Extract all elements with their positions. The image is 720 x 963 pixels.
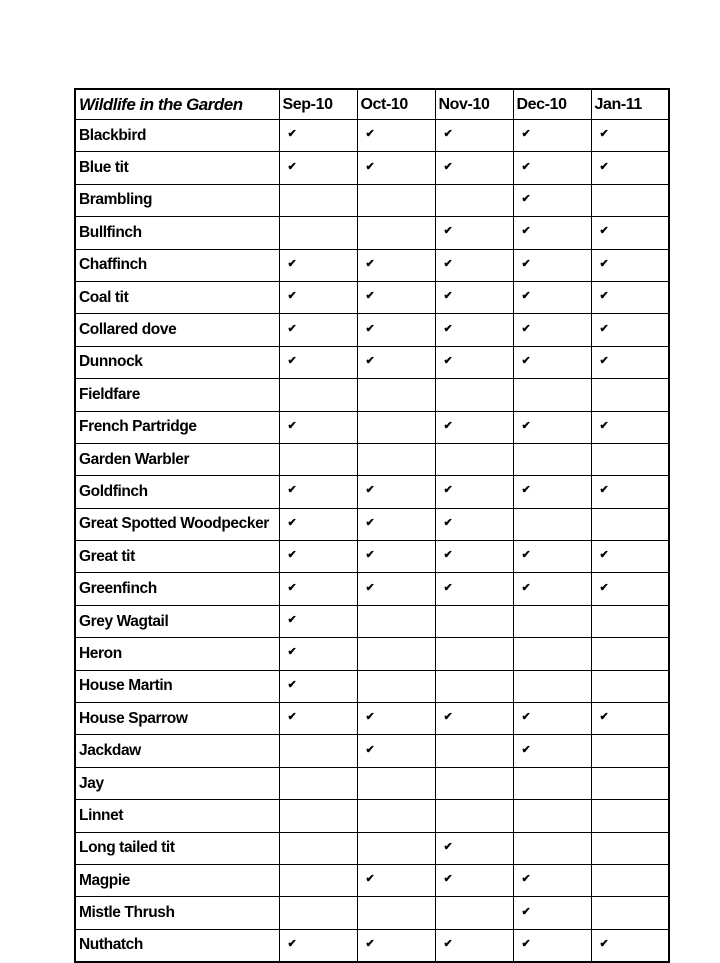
table-row xyxy=(75,476,669,508)
month-header: Dec-10 xyxy=(513,89,591,120)
check-icon: ✔ xyxy=(591,281,669,313)
species-name: Great tit xyxy=(75,541,279,573)
species-name: Linnet xyxy=(75,800,279,832)
check-icon: ✔ xyxy=(435,541,513,573)
check-icon: ✔ xyxy=(357,120,435,152)
empty-cell xyxy=(435,443,513,475)
empty-cell xyxy=(357,638,435,670)
species-name: Nuthatch xyxy=(75,929,279,962)
empty-cell xyxy=(513,670,591,702)
check-icon: ✔ xyxy=(279,638,357,670)
empty-cell xyxy=(279,217,357,249)
empty-cell xyxy=(279,897,357,929)
table-row xyxy=(75,638,669,670)
empty-cell xyxy=(513,767,591,799)
empty-cell xyxy=(435,184,513,216)
empty-cell xyxy=(513,379,591,411)
species-name: Grey Wagtail xyxy=(75,605,279,637)
empty-cell xyxy=(591,638,669,670)
check-icon: ✔ xyxy=(435,929,513,962)
table-row xyxy=(75,379,669,411)
table-row xyxy=(75,152,669,184)
empty-cell xyxy=(279,735,357,767)
table-row xyxy=(75,703,669,735)
table-row xyxy=(75,249,669,281)
empty-cell xyxy=(591,897,669,929)
check-icon: ✔ xyxy=(591,929,669,962)
species-name: House Sparrow xyxy=(75,703,279,735)
check-icon: ✔ xyxy=(279,605,357,637)
empty-cell xyxy=(357,605,435,637)
check-icon: ✔ xyxy=(591,314,669,346)
table-row xyxy=(75,605,669,637)
check-icon: ✔ xyxy=(357,573,435,605)
check-icon: ✔ xyxy=(513,152,591,184)
empty-cell xyxy=(513,832,591,864)
check-icon: ✔ xyxy=(435,152,513,184)
check-icon: ✔ xyxy=(435,411,513,443)
empty-cell xyxy=(279,800,357,832)
table-row xyxy=(75,217,669,249)
empty-cell xyxy=(591,443,669,475)
check-icon: ✔ xyxy=(279,152,357,184)
empty-cell xyxy=(435,897,513,929)
empty-cell xyxy=(513,508,591,540)
check-icon: ✔ xyxy=(279,249,357,281)
species-name: Mistle Thrush xyxy=(75,897,279,929)
species-name: Great Spotted Woodpecker xyxy=(75,508,279,540)
empty-cell xyxy=(513,605,591,637)
table-row xyxy=(75,864,669,896)
species-name: Blackbird xyxy=(75,120,279,152)
check-icon: ✔ xyxy=(279,281,357,313)
check-icon: ✔ xyxy=(591,152,669,184)
species-name: Collared dove xyxy=(75,314,279,346)
check-icon: ✔ xyxy=(279,120,357,152)
check-icon: ✔ xyxy=(513,217,591,249)
check-icon: ✔ xyxy=(513,281,591,313)
empty-cell xyxy=(513,638,591,670)
species-name: Brambling xyxy=(75,184,279,216)
check-icon: ✔ xyxy=(435,864,513,896)
table-row xyxy=(75,314,669,346)
wildlife-table xyxy=(74,88,670,963)
empty-cell xyxy=(435,670,513,702)
table-row xyxy=(75,346,669,378)
table-row xyxy=(75,184,669,216)
check-icon: ✔ xyxy=(591,249,669,281)
empty-cell xyxy=(279,184,357,216)
check-icon: ✔ xyxy=(435,120,513,152)
check-icon: ✔ xyxy=(279,508,357,540)
check-icon: ✔ xyxy=(435,508,513,540)
empty-cell xyxy=(591,605,669,637)
table-row xyxy=(75,573,669,605)
empty-cell xyxy=(357,767,435,799)
table-row xyxy=(75,670,669,702)
check-icon: ✔ xyxy=(357,735,435,767)
check-icon: ✔ xyxy=(435,346,513,378)
empty-cell xyxy=(279,443,357,475)
table-title: Wildlife in the Garden xyxy=(75,89,279,120)
check-icon: ✔ xyxy=(513,411,591,443)
check-icon: ✔ xyxy=(513,897,591,929)
check-icon: ✔ xyxy=(513,314,591,346)
empty-cell xyxy=(357,379,435,411)
check-icon: ✔ xyxy=(279,929,357,962)
check-icon: ✔ xyxy=(435,832,513,864)
check-icon: ✔ xyxy=(279,670,357,702)
species-name: Fieldfare xyxy=(75,379,279,411)
check-icon: ✔ xyxy=(279,346,357,378)
check-icon: ✔ xyxy=(513,541,591,573)
empty-cell xyxy=(591,508,669,540)
empty-cell xyxy=(357,800,435,832)
table-row xyxy=(75,832,669,864)
check-icon: ✔ xyxy=(591,476,669,508)
check-icon: ✔ xyxy=(513,864,591,896)
check-icon: ✔ xyxy=(357,249,435,281)
species-name: Goldfinch xyxy=(75,476,279,508)
check-icon: ✔ xyxy=(513,184,591,216)
table-row xyxy=(75,541,669,573)
empty-cell xyxy=(591,800,669,832)
empty-cell xyxy=(435,638,513,670)
check-icon: ✔ xyxy=(357,281,435,313)
check-icon: ✔ xyxy=(279,314,357,346)
check-icon: ✔ xyxy=(357,703,435,735)
check-icon: ✔ xyxy=(435,314,513,346)
check-icon: ✔ xyxy=(435,476,513,508)
species-name: French Partridge xyxy=(75,411,279,443)
empty-cell xyxy=(357,184,435,216)
check-icon: ✔ xyxy=(591,573,669,605)
species-name: Magpie xyxy=(75,864,279,896)
check-icon: ✔ xyxy=(513,120,591,152)
table-row xyxy=(75,411,669,443)
species-name: Chaffinch xyxy=(75,249,279,281)
empty-cell xyxy=(279,379,357,411)
check-icon: ✔ xyxy=(435,573,513,605)
empty-cell xyxy=(513,443,591,475)
empty-cell xyxy=(279,832,357,864)
check-icon: ✔ xyxy=(435,249,513,281)
species-name: Heron xyxy=(75,638,279,670)
species-name: Dunnock xyxy=(75,346,279,378)
table-row xyxy=(75,767,669,799)
check-icon: ✔ xyxy=(591,217,669,249)
check-icon: ✔ xyxy=(279,703,357,735)
check-icon: ✔ xyxy=(357,541,435,573)
species-name: Garden Warbler xyxy=(75,443,279,475)
species-name: House Martin xyxy=(75,670,279,702)
table-row xyxy=(75,443,669,475)
table-row xyxy=(75,735,669,767)
check-icon: ✔ xyxy=(591,411,669,443)
empty-cell xyxy=(591,379,669,411)
month-header: Nov-10 xyxy=(435,89,513,120)
check-icon: ✔ xyxy=(279,541,357,573)
check-icon: ✔ xyxy=(357,476,435,508)
check-icon: ✔ xyxy=(591,703,669,735)
check-icon: ✔ xyxy=(513,703,591,735)
month-header: Oct-10 xyxy=(357,89,435,120)
check-icon: ✔ xyxy=(279,573,357,605)
empty-cell xyxy=(435,605,513,637)
month-header: Sep-10 xyxy=(279,89,357,120)
table-row xyxy=(75,897,669,929)
species-name: Blue tit xyxy=(75,152,279,184)
empty-cell xyxy=(279,864,357,896)
check-icon: ✔ xyxy=(357,314,435,346)
empty-cell xyxy=(591,832,669,864)
empty-cell xyxy=(357,670,435,702)
empty-cell xyxy=(435,800,513,832)
check-icon: ✔ xyxy=(279,411,357,443)
empty-cell xyxy=(591,184,669,216)
check-icon: ✔ xyxy=(591,541,669,573)
empty-cell xyxy=(435,767,513,799)
empty-cell xyxy=(357,832,435,864)
empty-cell xyxy=(435,735,513,767)
table-row xyxy=(75,929,669,962)
species-name: Long tailed tit xyxy=(75,832,279,864)
check-icon: ✔ xyxy=(279,476,357,508)
table-row xyxy=(75,800,669,832)
check-icon: ✔ xyxy=(513,735,591,767)
check-icon: ✔ xyxy=(513,249,591,281)
check-icon: ✔ xyxy=(591,120,669,152)
species-name: Greenfinch xyxy=(75,573,279,605)
table-row xyxy=(75,120,669,152)
check-icon: ✔ xyxy=(357,152,435,184)
empty-cell xyxy=(435,379,513,411)
month-header: Jan-11 xyxy=(591,89,669,120)
table-row xyxy=(75,281,669,313)
check-icon: ✔ xyxy=(435,217,513,249)
empty-cell xyxy=(357,443,435,475)
species-name: Coal tit xyxy=(75,281,279,313)
check-icon: ✔ xyxy=(357,508,435,540)
table-row xyxy=(75,508,669,540)
check-icon: ✔ xyxy=(513,929,591,962)
check-icon: ✔ xyxy=(591,346,669,378)
check-icon: ✔ xyxy=(357,864,435,896)
empty-cell xyxy=(357,217,435,249)
empty-cell xyxy=(279,767,357,799)
header-row xyxy=(75,89,669,120)
empty-cell xyxy=(357,411,435,443)
check-icon: ✔ xyxy=(513,346,591,378)
species-name: Jay xyxy=(75,767,279,799)
empty-cell xyxy=(591,670,669,702)
table-body xyxy=(75,120,669,963)
check-icon: ✔ xyxy=(435,703,513,735)
check-icon: ✔ xyxy=(435,281,513,313)
empty-cell xyxy=(513,800,591,832)
empty-cell xyxy=(591,767,669,799)
species-name: Jackdaw xyxy=(75,735,279,767)
check-icon: ✔ xyxy=(513,573,591,605)
check-icon: ✔ xyxy=(357,346,435,378)
check-icon: ✔ xyxy=(513,476,591,508)
check-icon: ✔ xyxy=(357,929,435,962)
species-name: Bullfinch xyxy=(75,217,279,249)
empty-cell xyxy=(591,735,669,767)
empty-cell xyxy=(357,897,435,929)
empty-cell xyxy=(591,864,669,896)
